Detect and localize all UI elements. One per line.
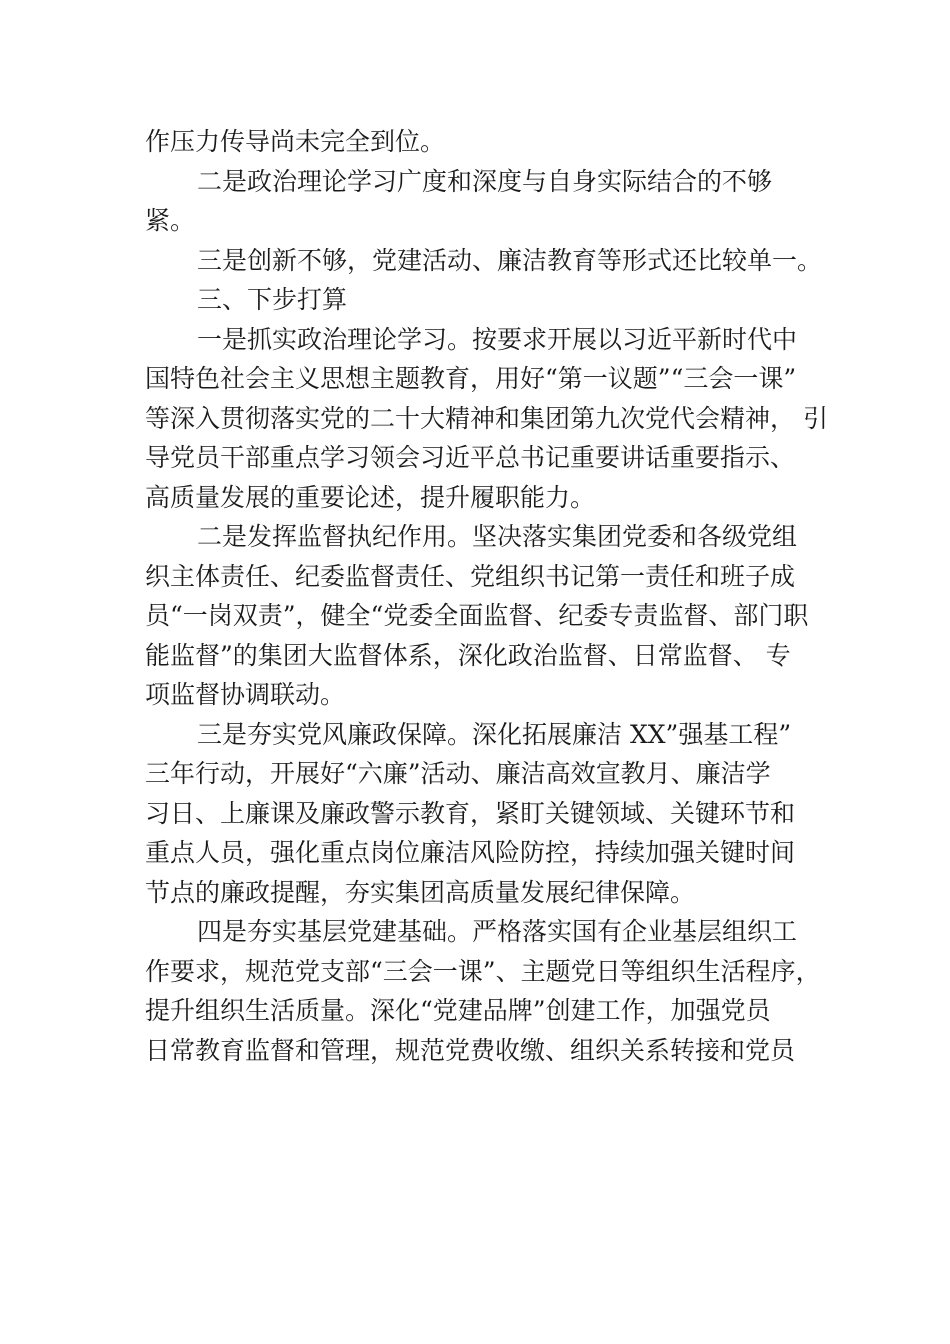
text-line: 高质量发展的重要论述，提升履职能力。 bbox=[145, 482, 596, 512]
text-line: 等深入贯彻落实党的二十大精神和集团第九次党代会精神， 引 bbox=[145, 403, 828, 433]
section-heading: 三、下步打算 bbox=[197, 285, 348, 314]
text-line: 员“一岗双责”，健全“党委全面监督、纪委专责监督、部门职 bbox=[145, 601, 809, 630]
paragraph-start-line: 三是夯实党风廉政保障。深化拓展廉洁 XX”强基工程” bbox=[197, 719, 792, 749]
text-line: 导党员干部重点学习领会习近平总书记重要讲话重要指示、 bbox=[145, 443, 796, 472]
text-line: 项监督协调联动。 bbox=[145, 680, 346, 709]
text-line: 习日、上廉课及廉政警示教育，紧盯关键领域、关键环节和 bbox=[145, 798, 796, 828]
paragraph-start-line: 一是抓实政治理论学习。按要求开展以习近平新时代中 bbox=[197, 324, 798, 354]
text-line: 能监督”的集团大监督体系，深化政治监督、日常监督、 专 bbox=[145, 640, 791, 670]
text-line: 作压力传导尚未完全到位。 bbox=[145, 127, 446, 156]
text-line: 重点人员，强化重点岗位廉洁风险防控，持续加强关键时间 bbox=[145, 838, 796, 867]
paragraph-start-line: 三是创新不够，党建活动、廉洁教育等形式还比较单一。 bbox=[197, 245, 823, 275]
text-line: 三年行动，开展好“六廉”活动、廉洁高效宣教月、廉洁学 bbox=[145, 759, 771, 788]
text-line: 日常教育监督和管理，规范党费收缴、组织关系转接和党员 bbox=[145, 1035, 796, 1065]
text-line: 提升组织生活质量。深化“党建品牌”创建工作，加强党员 bbox=[145, 996, 771, 1025]
paragraph-start-line: 二是发挥监督执纪作用。坚决落实集团党委和各级党组 bbox=[197, 522, 798, 551]
document-body bbox=[145, 122, 828, 1070]
text-line: 紧。 bbox=[145, 206, 196, 235]
text-line: 织主体责任、纪委监督责任、党组织书记第一责任和班子成 bbox=[145, 561, 796, 591]
paragraph-start-line: 二是政治理论学习广度和深度与自身实际结合的不够 bbox=[197, 166, 773, 196]
text-line: 作要求，规范党支部“三会一课”、主题党日等组织生活程序， bbox=[145, 956, 821, 986]
text-line: 国特色社会主义思想主题教育，用好“第一议题”“三会一课” bbox=[145, 364, 797, 393]
text-line: 节点的廉政提醒，夯实集团高质量发展纪律保障。 bbox=[145, 877, 696, 907]
paragraph-start-line: 四是夯实基层党建基础。严格落实国有企业基层组织工 bbox=[197, 917, 798, 946]
